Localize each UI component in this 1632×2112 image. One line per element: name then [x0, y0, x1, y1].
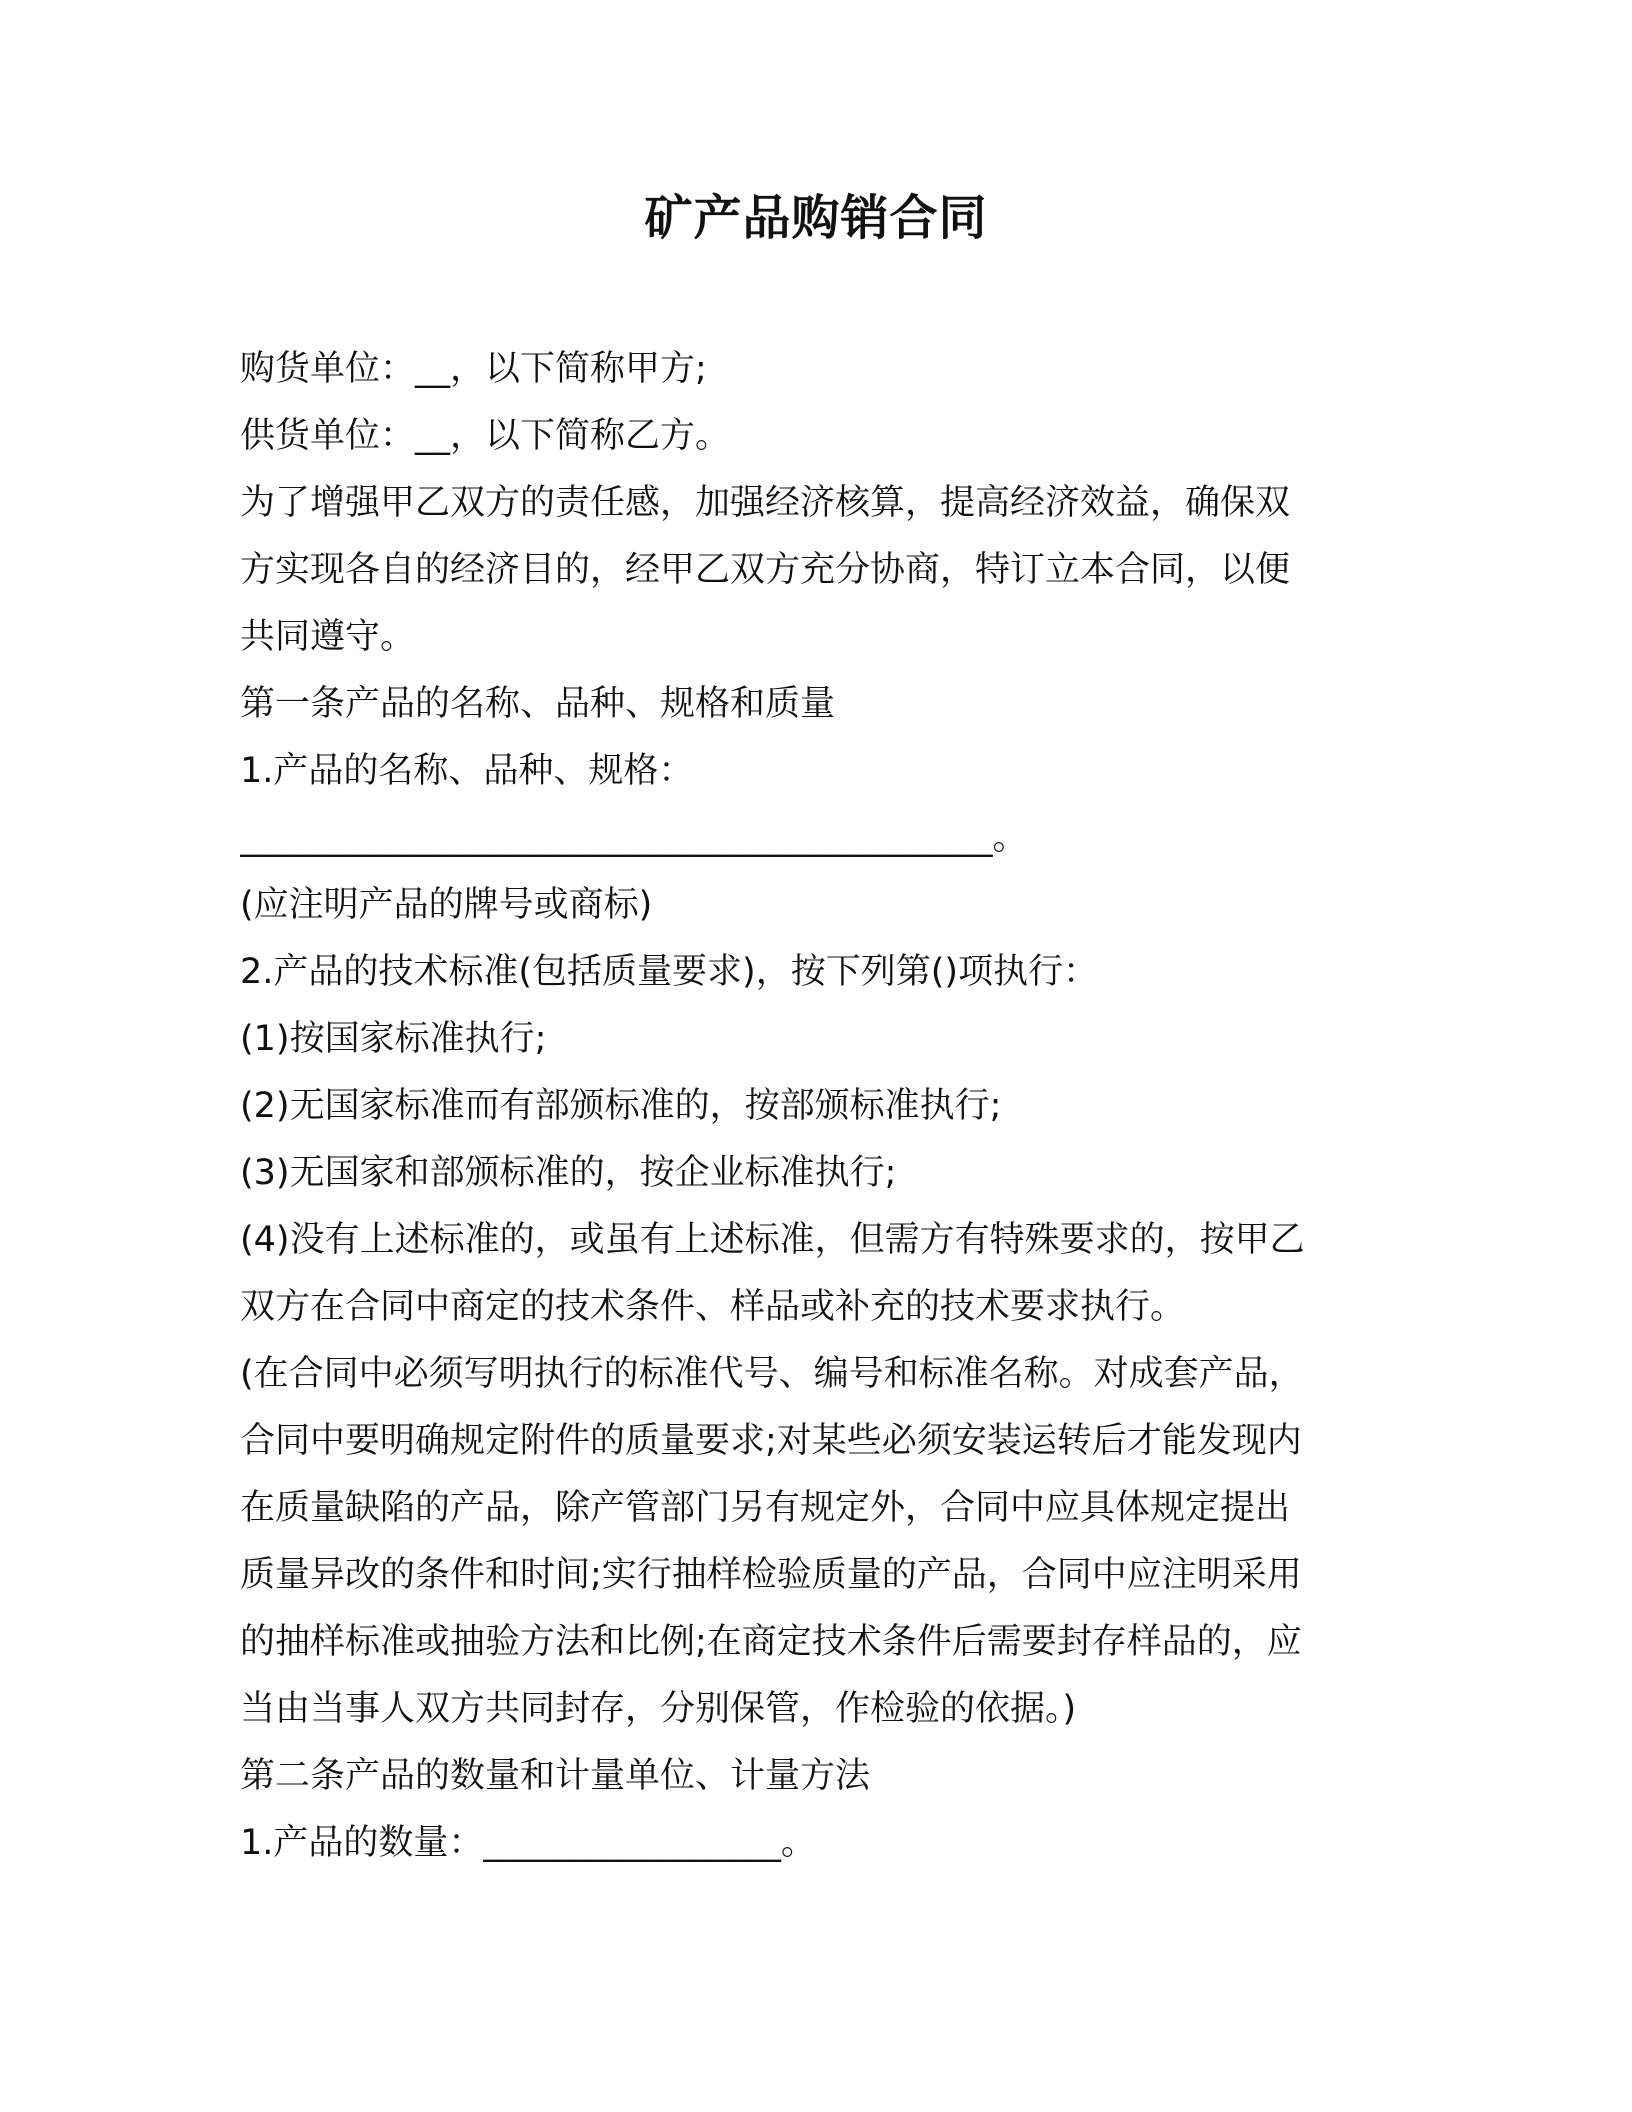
text-line-17: 合同中要明确规定附件的质量要求;对某些必须安装运转后才能发现内 [240, 1421, 1302, 1461]
text-line-16: (在合同中必须写明执行的标准代号、编号和标准名称。对成套产品， [240, 1354, 1304, 1394]
text-line-13: (3)无国家和部颁标准的，按企业标准执行; [240, 1153, 897, 1193]
text-line-14: (4)没有上述标准的，或虽有上述标准，但需方有特殊要求的，按甲乙 [240, 1220, 1305, 1260]
text-line-3: 为了增强甲乙双方的责任感，加强经济核算，提高经济效益，确保双 [240, 483, 1291, 523]
document-title: 矿产品购销合同 [644, 190, 988, 246]
section-2-heading: 第二条产品的数量和计量单位、计量方法 [240, 1756, 871, 1796]
text-line-1: 购货单位：__，以下简称甲方; [240, 349, 707, 389]
text-line-11: (1)按国家标准执行; [240, 1019, 547, 1059]
text-line-10: 2.产品的技术标准(包括质量要求)，按下列第()项执行： [240, 952, 1099, 992]
text-line-18: 在质量缺陷的产品，除产管部门另有规定外，合同中应具体规定提出 [240, 1488, 1291, 1528]
text-line-7: 1.产品的名称、品种、规格： [240, 751, 694, 791]
text-line-23: 1.产品的数量：_________________。 [240, 1823, 816, 1863]
text-line-4: 方实现各自的经济目的，经甲乙双方充分协商，特订立本合同，以便 [240, 550, 1291, 590]
text-line-2: 供货单位：__，以下简称乙方。 [240, 416, 731, 456]
text-line-21: 当由当事人双方共同封存，分别保管，作检验的依据。) [240, 1689, 1077, 1729]
text-line-9: (应注明产品的牌号或商标) [240, 885, 653, 925]
text-line-19: 质量异改的条件和时间;实行抽样检验质量的产品，合同中应注明采用 [240, 1555, 1302, 1595]
section-1-heading: 第一条产品的名称、品种、规格和质量 [240, 684, 836, 724]
text-line-5: 共同遵守。 [240, 617, 416, 657]
blank-fill-line: ___________________________________________。 [240, 818, 1028, 858]
text-line-20: 的抽样标准或抽验方法和比例;在商定技术条件后需要封存样品的，应 [240, 1622, 1302, 1662]
contract-body [240, 336, 1370, 1877]
text-line-15: 双方在合同中商定的技术条件、样品或补充的技术要求执行。 [240, 1287, 1186, 1327]
text-line-12: (2)无国家标准而有部颁标准的，按部颁标准执行; [240, 1086, 1002, 1126]
